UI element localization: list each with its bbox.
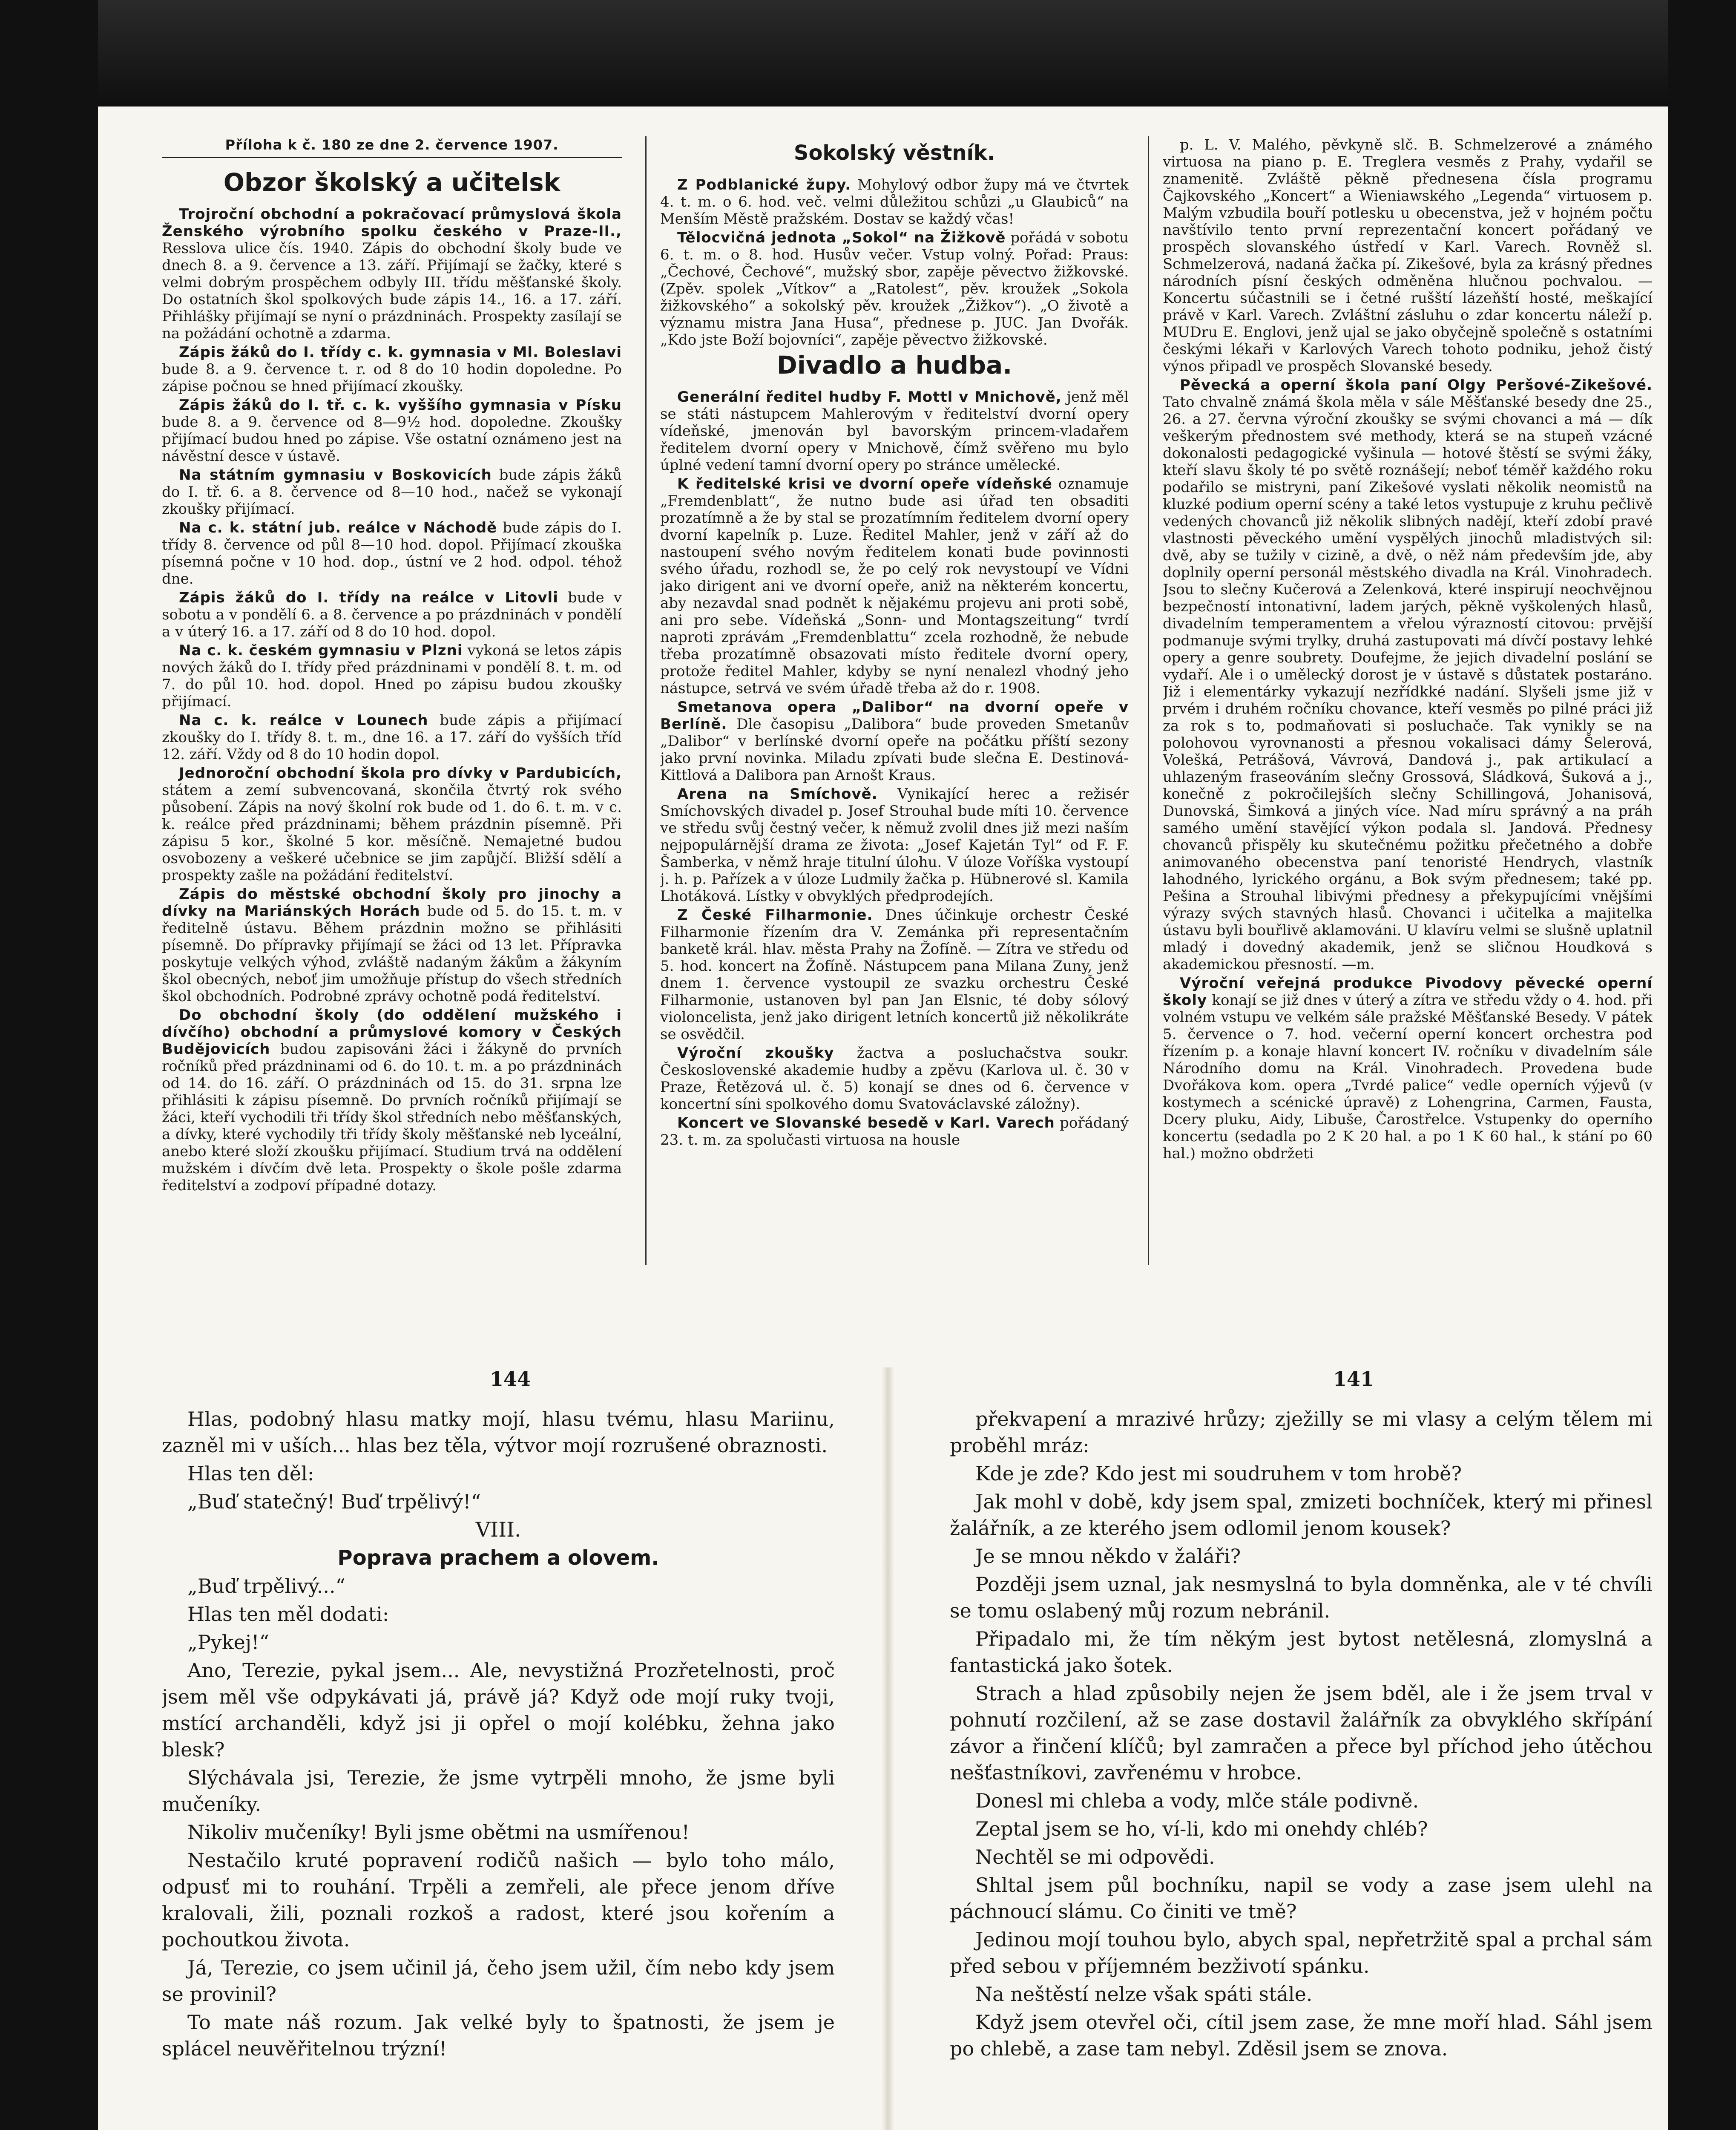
news-item-text: bude zápis žáků do I. tř. 6. a 8. července od 8—10 hod., načež se vykonají zkoušky přijímací.	[162, 466, 622, 518]
right-page-paragraphs	[950, 1406, 1653, 2062]
left-page-number: 144	[490, 1367, 531, 1390]
news-item-text: státem a zemí subvencovaná, skončila čtvrtý rok svého působení. Zápis na nový školní rok bude od 1. do 6. t. m. v c. k. reálce před prázdninami; během prázdnin písemně. Při zápisu 5 kor., školné 5 kor. měsíčně. Nemajetné budou osvobozeny a veškeré učebnice se jim zapůjčí. Bližší sdělí a prospekty zašle na požádání ředitelství.	[162, 782, 622, 884]
novel-supplement	[162, 1367, 1653, 2130]
news-item-lead: Zápis žáků do I. třídy c. k. gymnasia v Ml. Boleslavi	[179, 344, 622, 361]
novel-paragraph: Strach a hlad způsobily nejen že jsem bděl, ale i že jsem trval v pohnutí rozčilení, až se zase dostavil žalářník za obvyklého skřípání závor a řinčení klíčů; byl zamračen a přece byl příchod jeho útěchou nešťastníkovi, zavřenému v hrobce.	[950, 1682, 1653, 1784]
novel-paragraph: Ano, Terezie, pykal jsem... Ale, nevystižná Prozřetelnosti, proč jsem měl vše odpykávati já, právě já? Když ode mojí ruky tvoji, mstící archanděli, když jsi ji opřel o mojí kolébku, žehna jako blesk?	[162, 1659, 835, 1761]
news-item-text: Dnes účinkuje orchestr České Filharmonie řízením dra V. Zemánka při representačním banketě král. hlav. města Prahy na Žofíně. — Zítra ve středu od 5. hod. koncert na Žofíně. Nástupcem pana Milana Zuny, jenž dnem 1. července vystoupil ze svazku orchestru České Filharmonie, ustanoven byl pan Jan Elsnic, té doby sólový violoncelista, jenž jako dirigent letních koncertů již několikráte se osvědčil.	[660, 907, 1129, 1043]
news-item-text: jenž měl se státi nástupcem Mahlerovým v ředitelství dvorní opery vídeňské, jmenován byl bavorským princem-vladařem ředitelem dvorní opery v Mnichově, čímž svěřeno mu bylo úplné vedení tamní dvorní opery po stránce umělecké.	[660, 389, 1129, 474]
novel-paragraph: Na neštěstí nelze však spáti stále.	[975, 1983, 1313, 2006]
news-item-lead: Pěvecká a operní škola paní Olgy Peršové-Zikešové.	[1180, 377, 1653, 394]
news-item-text: Tato chvalně známá škola měla v sále Měšťanské besedy dne 25., 26. a 27. června výroční zkoušky se svými chovanci a má — dík veškerým přednostem své methody, která se na stupeň vzácné dokonalosti pedagogické vyšinula — hotové štěstí se svými žáky, kteří slavu školy té po světě roznášejí; neboť téměř každého roku podařilo se mistryni, paní Zikešové vyslati několik neomistů na kluzké podium operní scény a také letos vystupuje z kruhu pečlivě vedených chovanců již několik slibných nadějí, kteří zdobí pravé vlastnosti pěveckého umění vyspělých jinochů mladistvých sil: dvě, aby se tužily v cizině, a dvě, o něž nám především jde, aby doplnily operní personál městského divadla na Král. Vinohradech. Jsou to slečny Kučerová a Zelenková, které inspirují neochvějnou bezpečností intonativní, ladem jarých, pěkně vyškolených hlasů, divadelním temperamentem a vřelou výrazností citovou: prvější podmanuje svými trylky, druhá zastupovati má dívčí postavy lehké opery a genre soubrety. Doufejme, že jejich divadelní poslání se vydaří. Ale i o umělecký dorost je v ústavě s důstatek postaráno. Již i elementárky vykazují nezřídkké nadání. Slyšeli jsme již v prvém i druhém ročníku chovance, kteří vesměs po pilné práci již za rok s to, podmaňovati si posluchače. Tak vynikly se na polohovou vyrovnanosti a přesnou vokalisaci dámy Šelerová, Volešká, Petrášová, Vávrová, Dandová j., pak artikulací a uhlazeným fraseováním slečny Grossová, Sládková, Šuková a j., konečně z pokročilejších slečny Schillingová, Johanisová, Dunovská, Šimková a jiných více. Nad míru správný a na práh samého umění stavějící výkon podala sl. Jandová. Přednesy chovanců přispěly ku skutečnému požitku přečetného a dobře animovaného obecenstva paní tenoristé Hendrych, vlastník lahodného, lyrického orgánu, a Bok svým přednesem; také pp. Pešina a Strouhal libivými přednesy a překypujícími vnějšími výrazy svých stavných hlasů. Chovanci i učitelka a majitelka ústavu byli bouřlivě aklamováni. U klavíru velmi se slušně uplatnil mladý i dovedný akademik, jenž se sličnou Houdková s akademickou přesností. —m.	[1163, 394, 1653, 973]
scan-border-right	[1668, 0, 1736, 2130]
news-item-lead: Na c. k. českém gymnasiu v Plzni	[179, 642, 463, 659]
novel-paragraph: Nestačilo kruté popravení rodičů našich — bylo toho málo, odpusť mi to rouhání. Trpěli a zemřeli, ale přece jenom dříve kralovali, žili, poznali rozkoš a radost, které jsou kořením a pochoutkou života.	[162, 1849, 835, 1951]
news-item-lead: Z Podblanické župy.	[677, 176, 851, 193]
news-item	[660, 699, 1129, 784]
news-item-lead: Tělocvičná jednota „Sokol“ na Žižkově	[677, 229, 1006, 246]
news-item	[660, 229, 1129, 348]
news-item-lead: Na státním gymnasiu v Boskovicích	[179, 466, 492, 484]
right-page-text	[950, 1406, 1653, 2130]
news-item	[162, 206, 622, 342]
column-sokol-and-theatre	[660, 136, 1129, 1287]
newspaper-page	[98, 106, 1668, 2130]
sokol-news-items	[660, 176, 1129, 348]
novel-paragraph: Shltal jsem půl bochníku, napil se vody a zase jsem ulehl na páchnoucí slámu. Co činiti ve tmě?	[950, 1874, 1653, 1923]
news-item-text: konají se již dnes v úterý a zítra ve středu vždy o 4. hod. při volném vstupu ve velkém sále pražské Měšťanské Besedy. V pátek 5. července o 7. hod. večerní operní koncert orchestra pod řízením p. a konaje hlavní koncert IV. ročníku v divadelním sále Národního domu na Král. Vinohradech. Provedena bude Dvořákova kom. opera „Tvrdé palice“ vedle operních výjevů (v kostymech a scénické úpravě) z Lohengrina, Carmen, Fausta, Dcery pluku, Aidy, Libuše, Čarostřelce. Vstupenky do operního koncertu (sedadla po 2 K 20 hal. a po 1 K 60 hal., k stání po 60 hal.) možno obdržeti	[1163, 992, 1653, 1162]
novel-paragraph: překvapení a mrazivé hrůzy; zježilly se mi vlasy a celým tělem mi proběhl mráz:	[950, 1408, 1653, 1457]
news-item	[660, 389, 1129, 474]
news-item-lead: Výroční zkoušky	[677, 1045, 834, 1062]
theatre-news-items	[660, 389, 1129, 1148]
news-item-lead: Na c. k. státní jub. reálce v Náchodě	[179, 519, 497, 536]
news-item-text: bude zápis a přijímací zkoušky do I. třídy 8. t. m., dne 16. a 17. září do vyšších tříd 12. září. Vždy od 8 do 10 hodin dopol.	[162, 712, 622, 763]
news-item-lead: Generální ředitel hudby F. Mottl v Mnichově,	[677, 389, 1062, 406]
news-item	[162, 765, 622, 884]
novel-paragraph: Slýchávala jsi, Terezie, že jsme vytrpěli mnoho, že jsme byli mučeníky.	[162, 1766, 835, 1816]
page-fold	[882, 1367, 894, 2130]
novel-paragraph: Když jsem otevřel oči, cítil jsem zase, že mne moří hlad. Sáhl jsem po chlebě, a zase tam nebyl. Zděsil jsem se znova.	[950, 2011, 1653, 2060]
news-item	[1163, 377, 1653, 973]
news-item	[660, 176, 1129, 227]
news-item-lead: Arena na Smíchově.	[677, 786, 878, 803]
novel-paragraph: Nechtěl se mi odpovědi.	[975, 1845, 1215, 1868]
novel-paragraph: Zeptal jsem se ho, ví-li, kdo mi onehdy chléb?	[975, 1817, 1428, 1840]
news-item	[660, 1114, 1129, 1148]
novel-paragraph: „Pykej!“	[187, 1631, 270, 1654]
news-item	[1163, 136, 1653, 375]
novel-paragraph: „Buď statečný! Buď trpělivý!“	[187, 1490, 481, 1513]
news-item-lead: Zápis žáků do I. tř. c. k. vyššího gymnasia v Písku	[179, 397, 622, 414]
school-news-items	[162, 206, 622, 1194]
column-divider	[645, 136, 647, 1265]
novel-paragraph: Já, Terezie, co jsem učinil já, čeho jsem užil, čím nebo kdy jsem se provinil?	[162, 1956, 835, 2006]
news-item	[1163, 975, 1653, 1162]
news-item-lead: Na c. k. reálce v Lounech	[179, 712, 428, 729]
news-item-text: vykoná se letos zápis nových žáků do I. třídy před prázdninami v pondělí 8. t. m. od 7. do půl 10. hod. dopol. Hned po zápisu budou zkoušky přijímací.	[162, 642, 622, 710]
section-heading-sokol: Sokolský věstník.	[793, 141, 995, 165]
news-item-lead: Zápis žáků do I. třídy na reálce v Litovli	[179, 589, 558, 606]
novel-paragraph: Hlas ten děl:	[187, 1462, 314, 1485]
novel-paragraph: Kde je zde? Kdo jest mi soudruhem v tom hrobě?	[975, 1462, 1462, 1485]
paragraphs-after-chapter	[162, 1573, 835, 2062]
newspaper-section	[162, 136, 1653, 1287]
novel-paragraph: Hlas, podobný hlasu matky mojí, hlasu tvému, hlasu Mariinu, zazněl mi v uších... hlas bez těla, výtvor mojí rozrušené obraznosti.	[162, 1408, 835, 1457]
novel-paragraph: Jedinou mojí touhou bylo, abych spal, nepřetržitě spal a prchal sám před sebou v příjemném bezživotí spánku.	[950, 1928, 1653, 1977]
news-item-lead: Zápis do městské obchodní školy pro jinochy a dívky na Mariánských Horách	[162, 886, 622, 920]
news-item	[660, 907, 1129, 1043]
news-item	[162, 589, 622, 640]
news-item	[162, 344, 622, 395]
news-item-text: Vynikající herec a režisér Smíchovských divadel p. Josef Strouhal bude míti 10. července ve středu svůj čestný večer, k němuž zvolil dnes již mezi naším nejpopulárnější drama ze života: „Josef Kajetán Tyl“ od F. F. Šamberka, v němž hraje titulní úlohu. V úloze Voříška vystoupí j. h. p. Pařízek a v úloze Ludmily žačka p. Hübnerové sl. Kamila Lhotáková. Lístky v obvyklých předprodejích.	[660, 786, 1129, 905]
news-item	[660, 475, 1129, 697]
novel-paragraph: Nikoliv mučeníky! Byli jsme obětmi na usmířenou!	[187, 1821, 690, 1844]
news-item-lead: Trojroční obchodní a pokračovací průmyslová škola Ženského výrobního spolku českého v Praze-II.,	[162, 206, 622, 240]
column-music-continued	[1163, 136, 1653, 1287]
news-item-lead: Z České Filharmonie.	[677, 907, 873, 924]
news-item	[660, 1045, 1129, 1113]
novel-paragraph: Připadalo mi, že tím někým jest bytost netělesná, zlomyslná a fantastická jako šotek.	[950, 1627, 1653, 1677]
news-item	[162, 712, 622, 763]
news-item-lead: Koncert ve Slovanské besedě v Karl. Varech	[677, 1114, 1055, 1131]
news-item-text: bude zápis do I. třídy 8. července od půl 8—10 hod. dopol. Přijímací zkouška písemná počne v 10 hod. dop., ústní ve 2 hod. odpol. téhož dne.	[162, 519, 622, 587]
chapter-title: Poprava prachem a olovem.	[337, 1546, 659, 1570]
masthead: Příloha k č. 180 ze dne 2. července 1907.	[162, 136, 622, 158]
news-item	[162, 466, 622, 518]
news-item	[162, 397, 622, 465]
news-item-text: Resslova ulice čís. 1940. Zápis do obchodní školy bude ve dnech 8. a 9. července a 13. září. Přijímají se žačky, které s velmi dobrým prospěchem odbyly III. třídu měšťanské školy. Do ostatních škol spolkových bude zápis 14., 16. a 17. září. Přihlášky přijímají se nyní o prázdninách. Prospekty zasílají se na požádání ochotně a zdarma.	[162, 240, 622, 342]
novel-paragraph: Hlas ten měl dodati:	[187, 1603, 389, 1626]
section-heading-theatre: Divadlo a hudba.	[776, 351, 1012, 380]
novel-paragraph: „Buď trpělivý...“	[187, 1574, 346, 1598]
news-item-lead: Výroční veřejná produkce Pivodovy pěvecké operní školy	[1163, 975, 1653, 1009]
news-item-text: pořádá v sobotu 6. t. m. o 8. hod. Husův večer. Vstup volný. Pořad: Praus: „Čechové, Čechové“, mužský sbor, zapěje pěvectvo žižkovské. (Zpěv. spolek „Vítkov“ a „Ratolest“, pěv. kroužek „Sokola žižkovského“ a sokolský pěv. kroužek „Žižkov“). „O životě a významu mistra Jana Husa“, přednese p. JUC. Jan Dvořák. „Kdo jste Boží bojovníci“, zapěje pěvectvo žižkovské.	[660, 229, 1129, 348]
novel-paragraph: Donesl mi chleba a vody, mlče stále podivně.	[975, 1789, 1419, 1812]
news-item-lead: Smetanova opera „Dalibor“ na dvorní opeře v Berlíně.	[660, 699, 1129, 733]
news-item	[162, 519, 622, 587]
news-item-text: bude od 5. do 15. t. m. v ředitelně ústavu. Během prázdnin možno se přihlásiti písemně. Do přípravky přijímají se žáci od 13 let. Přípravka poskytuje velkých výhod, zvláště nadaným žákům a žákyním škol obecných, neboť jim umožňuje přístup do všech středních škol obchodních. Podrobné zprávy ochotně podá ředitelství.	[162, 903, 622, 1005]
scan-border-left	[0, 0, 98, 2130]
news-item-text: žactva a posluchačstva soukr. Československé akademie hudby a zpěvu (Karlova ul. č. 30 v Praze, Řetězová ul. č. 5) konají se dnes od 6. července v koncertní síni spolkového domu Svatováclavské záložny).	[660, 1045, 1129, 1113]
news-item	[162, 886, 622, 1005]
news-item	[162, 642, 622, 710]
news-item-text: budou zapisováni žáci i žákyně do prvních ročníků před prázdninami od 6. do 10. t. m. a po prázdninách od 14. do 16. září. O prázdninách od 15. do 31. srpna lze přihlásiti k zápisu písemně. Do prvních ročníků přijímají se žáci, kteří vychodili tři třídy škol středních nebo měšťanských, a dívky, které vychodily tři třídy školy měšťanské neb lyceální, anebo které složí zkoušku přijímací. Studium trvá na oddělení mužském i dívčím dvě leta. Prospekty o škole pošle zdarma ředitelství a zodpoví případné dotazy.	[162, 1041, 622, 1194]
section-heading-school: Obzor školský a učitelsk	[223, 168, 560, 197]
news-item-text: Dle časopisu „Dalibora“ bude proveden Smetanův „Dalibor“ v berlínské dvorní opeře na počátku příští sezony jako první novinka. Miladu zpívati bude slečna E. Destinová-Kittlová a Dalibora pan Arnošt Kraus.	[660, 716, 1129, 784]
news-item-text: pořádaný 23. t. m. za spolučasti virtuosa na housle	[660, 1114, 1129, 1148]
news-item-text: oznamuje „Fremdenblatt“, že nutno bude asi úřad ten obsaditi prozatímně a že by stal se prozatímním ředitelem dvorní opery dvorní kapelník p. Luze. Ředitel Mahler, jenž v září až do nastoupení svého novým ředitelem konati bude povinnosti svého úřadu, rozhodl se, že po celý rok nevystoupí ve Vídni jako dirigent ani ve dvorní opeře, aniž na některém koncertu, aby nezavdal snad podnět k nějakému projevu ani proti sobě, ani pro sebe. Vídeňská „Sonn- und Montagszeitung“ tvrdí naproti zprávám „Fremdenblattu“ zcela rozhodně, že nebude třeba prozatímně obsazovati místo ředitele dvorní opery, protože ředitel Mahler, kdyby se nyní nenalezl vhodný jeho nástupce, setrvá ve svém úřadě třeba až do r. 1908.	[660, 475, 1129, 697]
novel-paragraph: Později jsem uznal, jak nesmyslná to byla domněnka, ale v té chvíli se tomu oslabený můj rozum nebránil.	[950, 1573, 1653, 1622]
column-school-news	[162, 136, 622, 1287]
scan-border-top	[0, 0, 1736, 106]
right-page-number: 141	[1333, 1367, 1374, 1390]
music-news-items	[1163, 136, 1653, 1162]
news-item	[660, 786, 1129, 905]
novel-paragraph: Je se mnou někdo v žaláři?	[975, 1545, 1241, 1568]
news-item-text: bude 8. a 9. července od 8—9½ hod. dopoledne. Zkoušky přijímací budou hned po zápise. Vše ostatní oznámeno jest na návěstní desce v ústavě.	[162, 414, 622, 465]
news-item-text: Mohylový odbor župy má ve čtvrtek 4. t. m. o 6. hod. več. velmi důležitou schůzi „u Glaubiců“ na Menším Městě pražském. Dostav se každý včas!	[660, 176, 1129, 227]
column-divider	[1148, 136, 1149, 1265]
news-item-lead: Jednoroční obchodní škola pro dívky v Pardubicích,	[179, 765, 622, 782]
news-item-text: bude v sobotu a v pondělí 6. a 8. července a po prázdninách v pondělí a v úterý 16. a 17. září od 8 do 10 hod. dopol.	[162, 589, 622, 640]
news-item-lead: K ředitelské krisi ve dvorní opeře vídeňské	[677, 475, 1052, 492]
left-page-text	[162, 1406, 835, 2130]
novel-paragraph: Jak mohl v době, kdy jsem spal, zmizeti bochníček, který mi přinesl žalářník, a ze kterého jsem odlomil jenom kousek?	[950, 1490, 1653, 1540]
news-item	[162, 1007, 622, 1194]
chapter-number: VIII.	[475, 1518, 521, 1542]
novel-paragraph: To mate náš rozum. Jak velké byly to špatnosti, že jsem je splácel neuvěřitelnou trýzní!	[162, 2011, 835, 2060]
news-item-text: p. L. V. Malého, pěvkyně slč. B. Schmelzerové a známého virtuosa na piano p. E. Treglera vesměs z Prahy, vydařil se znamenitě. Zvláště pěkně přednesena čísla programu Čajkovského „Koncert“ a Wieniawského „Legenda“ virtuosem p. Malým vzbudila bouří potlesku u obecenstva, jež v hojném počtu navštívilo tento první reprezentační koncert pořádaný ve prospěch slovanského ústředí v Karl. Varech. Rovněž sl. Schmelzerová, nadaná žačka pí. Zikešové, byla za krásný přednes národních písní českých odměněna hlučnou pochvalou. — Koncertu súčastnili se i četné rušští lázeňští hosté, meškající právě v Karl. Varech. Zvláštní zásluhu o zdar koncertu náleží p. MUDru E. Englovi, jenž ujal se jako obyčejně společně s ostatními českými lékaři v Karlových Varech tohoto podniku, jehož čistý výnos připadl ve prospěch Slovanské besedy.	[1163, 136, 1653, 375]
news-item-lead: Do obchodní školy (do oddělení mužského i dívčího) obchodní a průmyslové komory v Českých Budějovicích	[162, 1007, 622, 1058]
paragraphs-before-chapter	[162, 1406, 835, 1515]
news-item-text: bude 8. a 9. července t. r. od 8 do 10 hodin dopoledne. Po zápise počnou se hned přijímací zkoušky.	[162, 361, 622, 395]
